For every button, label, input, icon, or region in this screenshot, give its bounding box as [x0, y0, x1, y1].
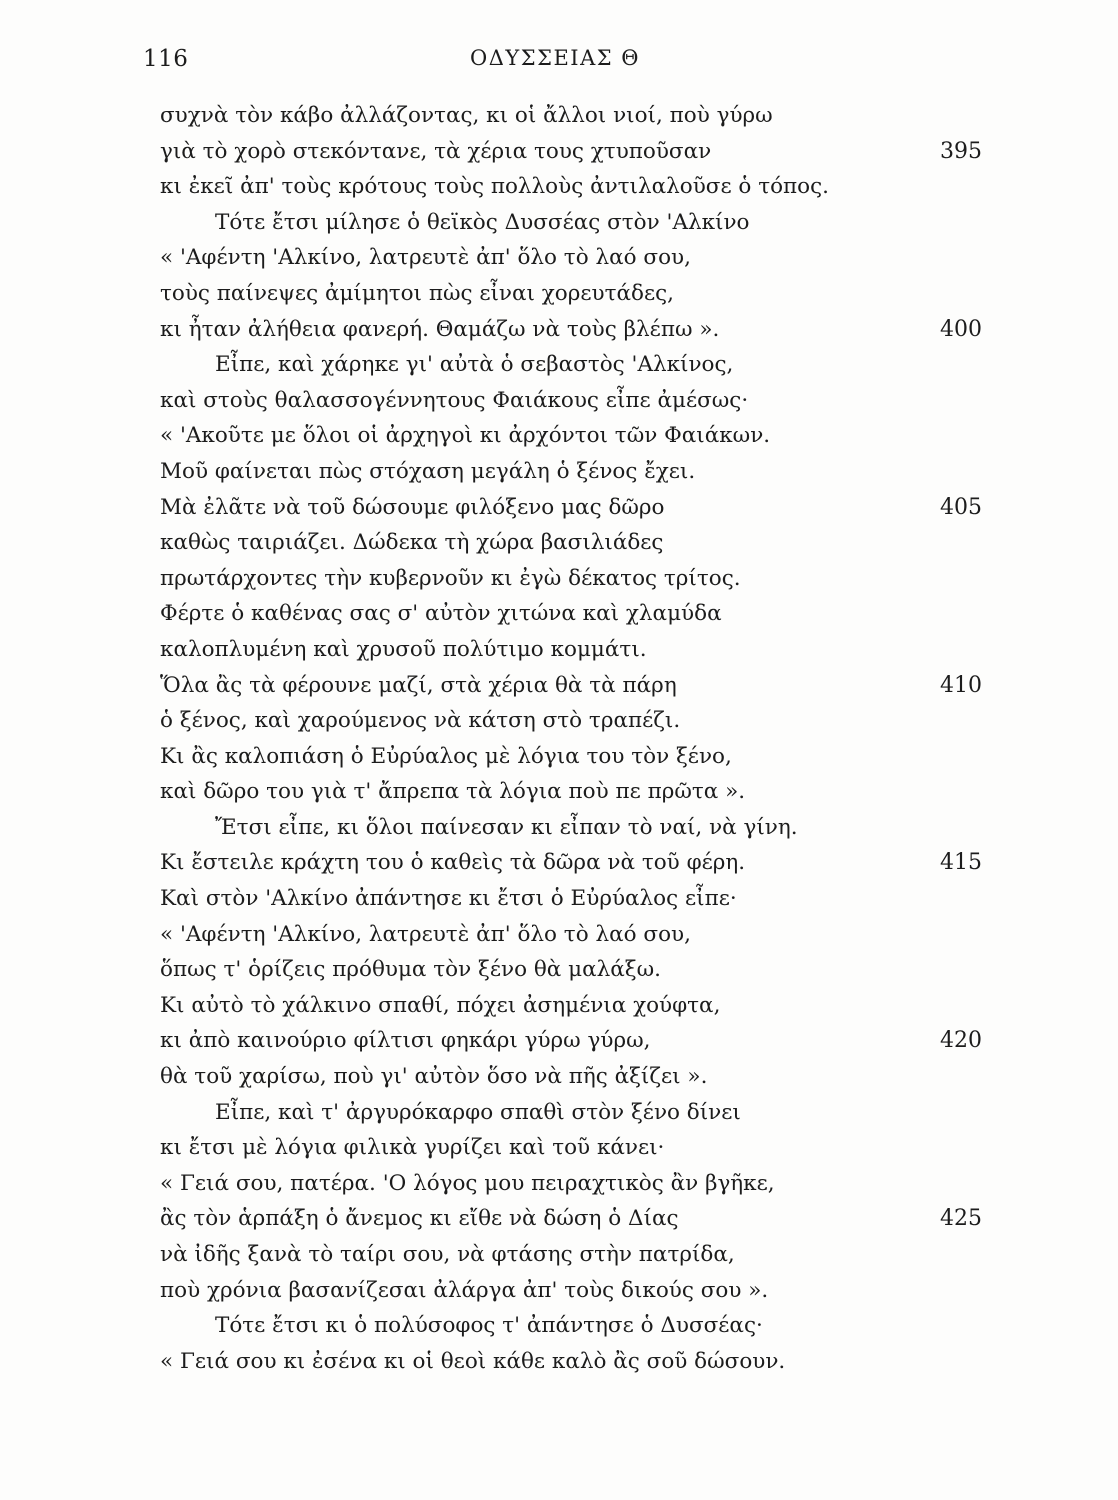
verse-line — [0, 739, 1118, 775]
verse-line — [0, 1344, 1118, 1380]
verse-text: « 'Ακοῦτε με ὅλοι οἱ ἀρχηγοὶ κι ἀρχόντοι τῶν Φαιάκων. — [160, 423, 771, 449]
verse-line — [0, 1023, 1118, 1059]
verse-text: « Γειά σου κι ἐσένα κι οἱ θεοὶ κάθε καλὸ ἂς σοῦ δώσουν. — [160, 1348, 786, 1374]
verse-text: συχνὰ τὸν κάβο ἀλλάζοντας, κι οἱ ἄλλοι νιοί, ποὺ γύρω — [160, 103, 773, 128]
verse-line — [0, 703, 1118, 739]
verse-line — [0, 1166, 1118, 1202]
verse-line — [0, 1130, 1118, 1166]
verse-line — [0, 383, 1118, 419]
verse-line — [0, 1201, 1118, 1237]
verse-line — [0, 1237, 1118, 1273]
verse-line — [0, 917, 1118, 953]
verse-text: ἂς τὸν ἁρπάξη ὁ ἄνεμος κι εἴθε νὰ δώση ὁ Δίας — [160, 1206, 679, 1232]
verse-text: θὰ τοῦ χαρίσω, ποὺ γι' αὐτὸν ὅσο νὰ πῆς ἀξίζει ». — [160, 1064, 708, 1090]
verse-text: ὁ ξένος, καὶ χαρούμενος νὰ κάτση στὸ τραπέζι. — [160, 708, 681, 734]
verse-text: πρωτάρχοντες τὴν κυβερνοῦν κι ἐγὼ δέκατος τρίτος. — [160, 565, 741, 591]
verse-line — [0, 845, 1118, 881]
verse-line — [0, 347, 1118, 383]
verse-text: καλοπλυμένη καὶ χρυσοῦ πολύτιμο κομμάτι. — [160, 636, 647, 662]
verse-line — [0, 1095, 1118, 1131]
verse-line — [0, 810, 1118, 846]
verse-line — [0, 134, 1118, 170]
verse-line — [0, 632, 1118, 668]
verse-text: Ἔτσι εἶπε, κι ὅλοι παίνεσαν κι εἶπαν τὸ ναί, νὰ γίνη. — [215, 814, 798, 840]
verse-text: ὅπως τ' ὁρίζεις πρόθυμα τὸν ξένο θὰ μαλάξω. — [160, 957, 661, 983]
verse-text: Εἶπε, καὶ τ' ἀργυρόκαρφο σπαθὶ στὸν ξένο δίνει — [215, 1099, 741, 1125]
verse-line — [0, 668, 1118, 704]
running-title: ΟΔΥΣΣΕΙΑΣ Θ — [470, 46, 640, 70]
verse-line — [0, 774, 1118, 810]
line-number: 405 — [940, 494, 982, 520]
verse-text: Καὶ στὸν 'Αλκίνο ἀπάντησε κι ἔτσι ὁ Εὐρύαλος εἶπε· — [160, 886, 737, 912]
verse-text: « Γειά σου, πατέρα. 'Ο λόγος μου πειραχτικὸς ἂν βγῆκε, — [160, 1170, 775, 1196]
verse-text: κι ἀπὸ καινούριο φίλτισι φηκάρι γύρω γύρω, — [160, 1028, 651, 1054]
page-header — [0, 40, 1118, 80]
verse-line — [0, 276, 1118, 312]
verse-text: καθὼς ταιριάζει. Δώδεκα τὴ χώρα βασιλιάδες — [160, 530, 664, 556]
verse-line — [0, 454, 1118, 490]
page-number: 116 — [143, 46, 189, 72]
verse-text: Τότε ἔτσι κι ὁ πολύσοφος τ' ἀπάντησε ὁ Δυσσέας· — [215, 1313, 763, 1339]
verse-text: Κι αὐτὸ τὸ χάλκινο σπαθί, πόχει ἀσημένια χούφτα, — [160, 992, 721, 1018]
verse-line — [0, 525, 1118, 561]
verse-text: τοὺς παίνεψες ἀμίμητοι πὼς εἶναι χορευτάδες, — [160, 280, 674, 306]
verse-line — [0, 561, 1118, 597]
verse-line — [0, 418, 1118, 454]
verse-line — [0, 205, 1118, 241]
line-number: 415 — [940, 850, 982, 876]
verse-line — [0, 98, 1118, 134]
verse-line — [0, 881, 1118, 917]
verse-text: καὶ στοὺς θαλασσογέννητους Φαιάκους εἶπε ἀμέσως· — [160, 387, 749, 413]
verse-text: Μοῦ φαίνεται πὼς στόχαση μεγάλη ὁ ξένος ἔχει. — [160, 458, 696, 484]
verse-line — [0, 1059, 1118, 1095]
verse-line — [0, 240, 1118, 276]
verse-line — [0, 1308, 1118, 1344]
verse-text: « 'Αφέντη 'Αλκίνο, λατρευτὲ ἀπ' ὅλο τὸ λαό σου, — [160, 245, 691, 271]
verse-text: Τότε ἔτσι μίλησε ὁ θεϊκὸς Δυσσέας στὸν 'Αλκίνο — [215, 209, 750, 235]
verse-text: κι ἔτσι μὲ λόγια φιλικὰ γυρίζει καὶ τοῦ κάνει· — [160, 1135, 665, 1161]
verse-text: ποὺ χρόνια βασανίζεσαι ἀλάργα ἀπ' τοὺς δικούς σου ». — [160, 1277, 769, 1303]
line-number: 395 — [940, 138, 982, 164]
line-number: 400 — [940, 316, 982, 342]
verse-line — [0, 312, 1118, 348]
verse-line — [0, 1273, 1118, 1309]
line-number: 410 — [940, 672, 982, 698]
verse-text: νὰ ἰδῆς ξανὰ τὸ ταίρι σου, νὰ φτάσης στὴν πατρίδα, — [160, 1242, 735, 1267]
verse-text: Ὅλα ἂς τὰ φέρουνε μαζί, στὰ χέρια θὰ τὰ πάρη — [160, 672, 677, 698]
verse-text: Μὰ ἐλᾶτε νὰ τοῦ δώσουμε φιλόξενο μας δῶρο — [160, 494, 665, 520]
verse-line — [0, 952, 1118, 988]
verse-text: κι ἐκεῖ ἀπ' τοὺς κρότους τοὺς πολλοὺς ἀντιλαλοῦσε ὁ τόπος. — [160, 174, 829, 200]
verse-text: Εἶπε, καὶ χάρηκε γι' αὐτὰ ὁ σεβαστὸς 'Αλκίνος, — [215, 352, 734, 378]
verse-line — [0, 169, 1118, 205]
line-number: 425 — [940, 1206, 982, 1232]
verse-text: Φέρτε ὁ καθένας σας σ' αὐτὸν χιτώνα καὶ χλαμύδα — [160, 601, 722, 627]
poem-text — [0, 98, 1118, 1379]
verse-text: « 'Αφέντη 'Αλκίνο, λατρευτὲ ἀπ' ὅλο τὸ λαό σου, — [160, 921, 691, 947]
verse-line — [0, 988, 1118, 1024]
verse-text: καὶ δῶρο του γιὰ τ' ἄπρεπα τὰ λόγια ποὺ πε πρῶτα ». — [160, 779, 746, 805]
verse-text: Κι ἔστειλε κράχτη του ὁ καθεὶς τὰ δῶρα νὰ τοῦ φέρη. — [160, 850, 746, 876]
verse-text: γιὰ τὸ χορὸ στεκόντανε, τὰ χέρια τους χτυποῦσαν — [160, 138, 712, 164]
verse-line — [0, 596, 1118, 632]
verse-text: κι ἦταν ἀλήθεια φανερή. Θαμάζω νὰ τοὺς βλέπω ». — [160, 316, 720, 342]
verse-line — [0, 490, 1118, 526]
line-number: 420 — [940, 1028, 982, 1054]
verse-text: Κι ἂς καλοπιάση ὁ Εὐρύαλος μὲ λόγια του τὸν ξένο, — [160, 743, 732, 769]
